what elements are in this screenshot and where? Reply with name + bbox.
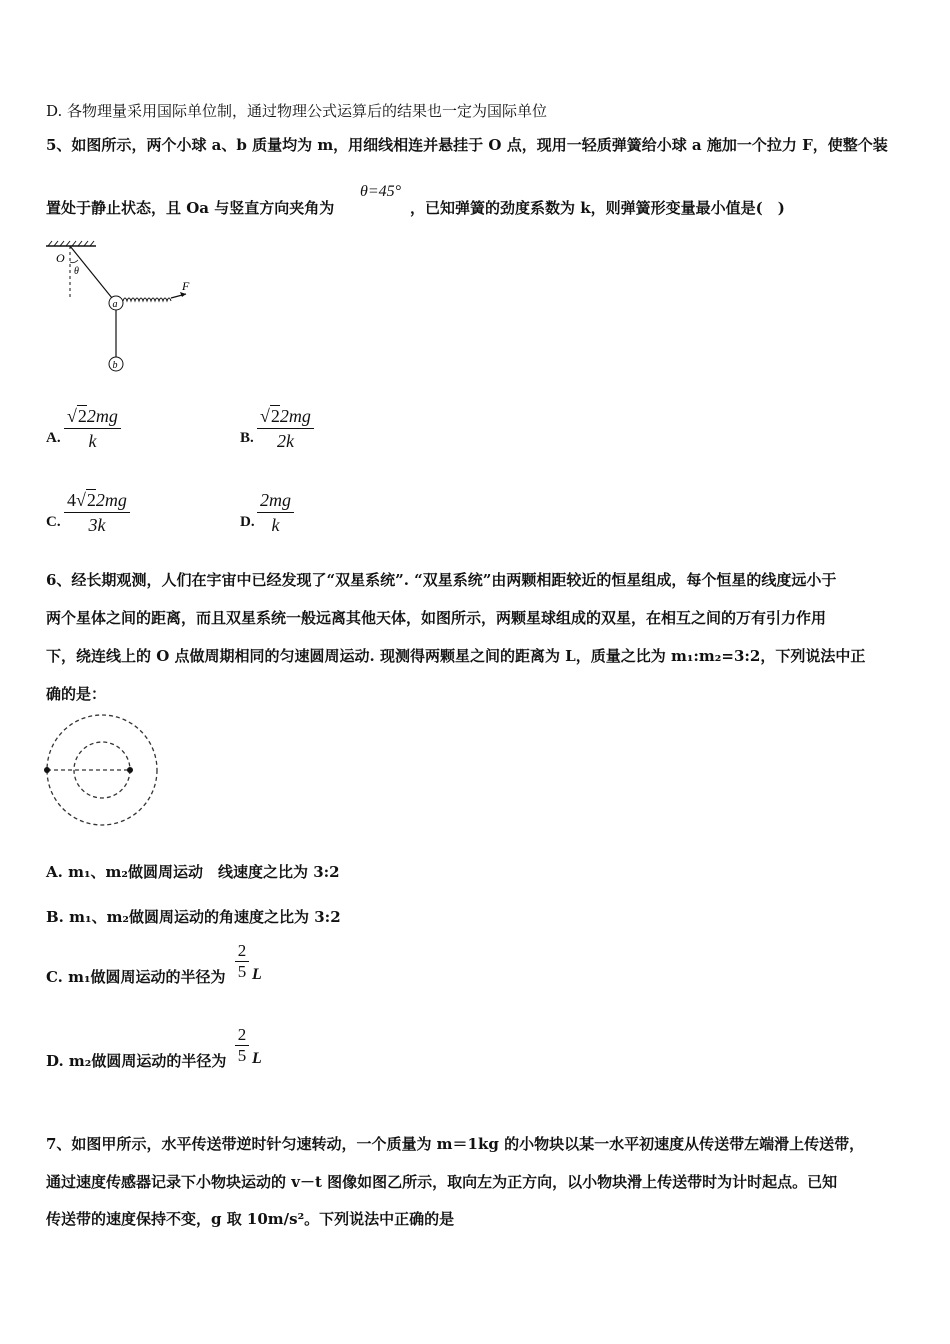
q6-stem-line4: 确的是： <box>46 685 107 703</box>
star-m1 <box>44 767 50 773</box>
label-theta: θ <box>74 266 79 277</box>
q6-stem-line1: 6、经长期观测，人们在宇宙中已经发现了“双星系统”. “双星系统”由两颗相距较近的恒星组成，每个恒星的线度远小于 <box>46 571 837 589</box>
q6-option-d-unit: L <box>252 1050 262 1067</box>
q5-option-a-fraction: $\frac{√22mg}{k}$ <box>64 404 121 453</box>
label-b: b <box>112 360 118 371</box>
label-o: O <box>56 251 65 265</box>
angle-arc <box>70 260 78 263</box>
q5-option-c-num: 2mg <box>95 490 127 510</box>
q6-stem-line2: 两个星体之间的距离，而且双星系统一般远离其他天体，如图所示，两颗星球组成的双星，在相互之间的万有引力作用 <box>46 609 827 627</box>
q5-option-c-den: 3k <box>88 515 106 535</box>
q7-stem-line3: 传送带的速度保持不变，g 取 10m/s²。下列说法中正确的是 <box>46 1210 455 1228</box>
q5-option-d-num: 2mg <box>257 488 294 513</box>
q6-stem-line3: 下，绕连线上的 O 点做周期相同的匀速圆周运动. 现测得两颗星之间的距离为 L，质量之比为 m₁:m₂=3:2，下列说法中正 <box>46 647 866 665</box>
q5-option-b-den: 2k <box>276 431 294 451</box>
q5-stem-line1: 5、如图所示，两个小球 a、b 质量均为 m，用细线相连并悬挂于 O 点，现用一轻质弹簧给小球 a 施加一个拉力 F，使整个装 <box>46 136 888 154</box>
q6-option-c-num: 2 <box>235 941 249 962</box>
q5-option-d-den: k <box>271 515 280 535</box>
q5-option-a-den: k <box>88 431 97 451</box>
q6-binary-star-figure <box>40 710 165 830</box>
q7-stem-line1: 7、如图甲所示，水平传送带逆时针匀速转动，一个质量为 m＝1kg 的小物块以某一水平初速度从传送带左端滑上传送带， <box>46 1135 865 1153</box>
q4-option-d: D. 各物理量采用国际单位制，通过物理公式运算后的结果也一定为国际单位 <box>46 102 548 120</box>
q5-option-c-label: C. <box>46 514 61 530</box>
label-a: a <box>112 299 118 310</box>
q5-pendulum-figure <box>44 240 204 375</box>
spring <box>123 298 171 301</box>
q6-option-d-num: 2 <box>235 1025 249 1046</box>
q5-theta: θ=45° <box>360 183 402 200</box>
q6-option-a: A. m₁、m₂做圆周运动 线速度之比为 3:2 <box>46 863 340 881</box>
q6-option-c-den: 5 <box>237 962 247 981</box>
q5-option-b-label: B. <box>240 430 254 446</box>
q6-option-d-den: 5 <box>237 1046 247 1065</box>
q6-option-c-text: C. m₁做圆周运动的半径为 <box>46 968 226 986</box>
q5-stem-line2a: 置处于静止状态，且 Oa 与竖直方向夹角为 <box>46 199 335 217</box>
q6-option-c-fraction <box>235 941 249 982</box>
q6-option-b: B. m₁、m₂做圆周运动的角速度之比为 3:2 <box>46 908 341 926</box>
q5-option-a-num: 2mg <box>86 406 118 426</box>
q5-option-d-label: D. <box>240 514 255 530</box>
star-m2 <box>127 767 133 773</box>
q6-option-d-text: D. m₂做圆周运动的半径为 <box>46 1052 227 1070</box>
q5-option-a-label: A. <box>46 430 61 446</box>
q5-option-c-coef: 4 <box>67 490 76 510</box>
q6-option-c-unit: L <box>252 966 262 983</box>
q6-option-d-fraction <box>235 1025 249 1066</box>
q7-stem-line2: 通过速度传感器记录下小物块运动的 v－t 图像如图乙所示，取向左为正方向，以小物块滑上传送带时为计时起点。已知 <box>46 1173 838 1191</box>
q5-option-b-num: 2mg <box>279 406 311 426</box>
q5-option-c-fraction: $\frac{4√22mg}{3k}$ <box>64 488 130 537</box>
q5-stem-line2b: ，已知弹簧的劲度系数为 k，则弹簧形变量最小值是( ) <box>410 199 785 217</box>
q5-option-d-fraction <box>257 488 294 537</box>
label-f: F <box>182 279 190 293</box>
q5-option-b-fraction: $\frac{√22mg}{2k}$ <box>257 404 314 453</box>
